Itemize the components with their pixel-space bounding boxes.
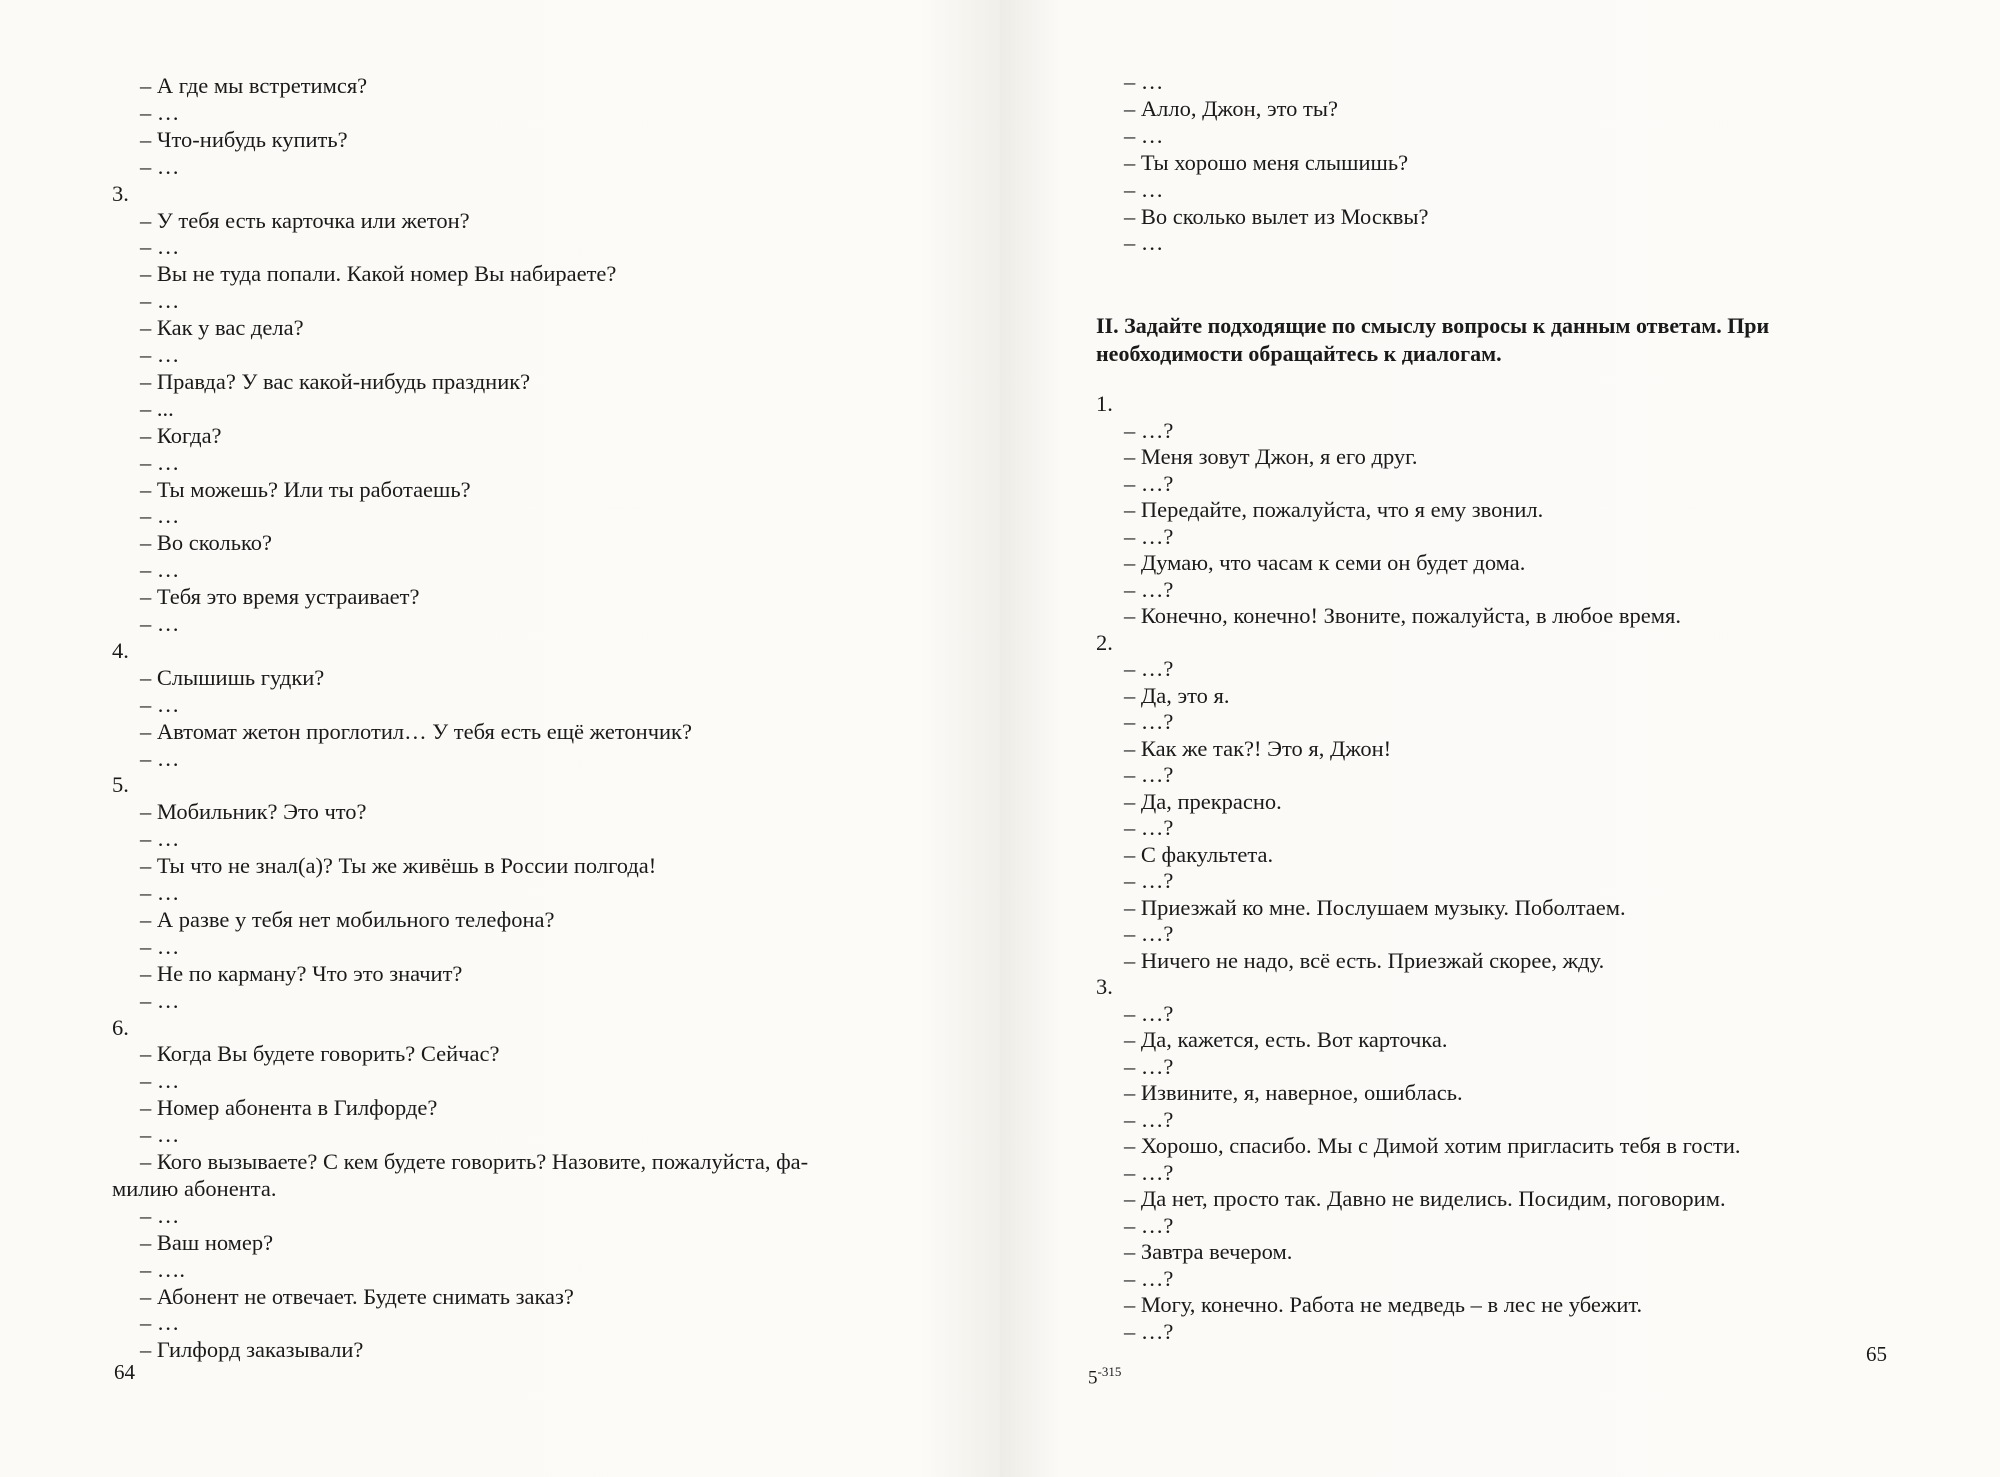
right-top-dialog-line: – Ты хорошо меня слышишь? (1124, 149, 1409, 175)
exercise-line: – Извините, я, наверное, ошиблась. (1124, 1080, 1463, 1105)
left-dialog-line: – … (140, 234, 180, 260)
exercise-line: – С факультета. (1124, 841, 1274, 867)
left-dialog-line: – … (140, 288, 180, 314)
exercise-line: – …? (1124, 523, 1174, 549)
exercise-line: – …? (1124, 1106, 1174, 1132)
left-dialog-line: – Ты можешь? Или ты работаешь? (140, 476, 471, 502)
exercise-line: – Да, кажется, есть. Вот карточка. (1124, 1027, 1448, 1052)
right-top-dialog-line: – Во сколько вылет из Москвы? (1124, 203, 1429, 229)
exercise-line: – …? (1124, 709, 1174, 734)
left-dialog-line: 6. (112, 1014, 129, 1040)
left-dialog-line: – А разве у тебя нет мобильного телефона? (140, 906, 555, 932)
right-top-dialog-line: – … (1124, 69, 1164, 94)
exercise-line: – Приезжай ко мне. Послушаем музыку. Поболтаем. (1124, 894, 1626, 920)
exercise-line: – …? (1124, 868, 1174, 893)
right-page-number: 65 (1866, 1342, 1887, 1366)
left-dialog-line: – …. (140, 1256, 185, 1282)
left-dialog-line: 3. (112, 180, 129, 206)
left-dialog-line: – … (140, 557, 180, 583)
left-dialog-line: 5. (112, 772, 129, 798)
left-dialog-line: милию абонента. (112, 1175, 277, 1201)
signature-mark (1088, 1364, 1121, 1389)
exercise-line: – …? (1124, 576, 1174, 602)
signature-superscript: -315 (1097, 1364, 1122, 1379)
left-dialog-line: – Номер абонента в Гилфорде? (140, 1095, 438, 1121)
exercise-line: – …? (1124, 921, 1174, 946)
left-dialog-line: – … (140, 153, 180, 179)
left-page-number: 64 (114, 1360, 135, 1384)
left-dialog-line: – ... (140, 395, 174, 421)
exercise-line: – …? (1124, 1000, 1174, 1026)
left-dialog-line: – Тебя это время устраивает? (140, 584, 420, 610)
left-dialog-line: – У тебя есть карточка или жетон? (140, 207, 470, 233)
exercise-line: – Хорошо, спасибо. Мы с Димой хотим пригласить тебя в гости. (1124, 1133, 1741, 1158)
left-dialog-line: – Ты что не знал(а)? Ты же живёшь в России полгода! (140, 853, 657, 879)
exercise-line: – …? (1124, 470, 1174, 496)
left-dialog-line: – Слышишь гудки? (140, 664, 325, 690)
signature-number: 5 (1088, 1367, 1098, 1389)
left-dialog-line: – Кого вызываете? С кем будете говорить? Назовите, пожалуйста, фа- (140, 1149, 809, 1174)
exercise-line: – …? (1124, 1318, 1174, 1344)
right-top-dialog-line: – Алло, Джон, это ты? (1124, 95, 1338, 121)
exercise-line: – …? (1124, 762, 1174, 787)
right-exercise-list (1000, 0, 2000, 1477)
left-dialog-line: – … (140, 987, 180, 1013)
exercise-line: – Завтра вечером. (1124, 1239, 1293, 1264)
left-dialog-line: – Гилфорд заказывали? (140, 1337, 364, 1363)
exercise-line: – Да, прекрасно. (1124, 788, 1282, 814)
exercise-line: – Меня зовут Джон, я его друг. (1124, 444, 1418, 469)
left-dialog-line: – Абонент не отвечает. Будете снимать заказ? (140, 1283, 574, 1309)
left-dialog-line: – … (140, 1310, 180, 1336)
left-dialog-line: – Что-нибудь купить? (140, 126, 348, 152)
left-dialog-line: – … (140, 1122, 180, 1148)
left-dialog-line: – … (140, 933, 180, 959)
exercise-line: – …? (1124, 1053, 1174, 1079)
left-dialog-line: – … (140, 691, 180, 717)
exercise-line: – Да, это я. (1124, 682, 1230, 708)
left-dialog-line: – Автомат жетон проглотил… У тебя есть ещё жетончик? (140, 718, 692, 744)
exercise-line: 1. (1096, 391, 1113, 416)
exercise-line: – …? (1124, 417, 1174, 443)
exercise-line: – …? (1124, 815, 1174, 840)
left-dialog-line: – … (140, 745, 180, 771)
left-dialog-line: – А где мы встретимся? (140, 73, 368, 98)
left-dialog-line: – … (140, 342, 180, 367)
left-dialog-line: – Когда Вы будете говорить? Сейчас? (140, 1041, 500, 1067)
right-page (1000, 0, 2000, 1477)
left-dialog-line: – … (140, 1068, 180, 1094)
exercise-line: – Как же так?! Это я, Джон! (1124, 735, 1392, 761)
right-top-dialog-line: – … (1124, 176, 1164, 202)
left-dialog-line: – Мобильник? Это что? (140, 799, 367, 825)
exercise-line: – …? (1124, 656, 1174, 681)
exercise-line: 3. (1096, 974, 1113, 999)
left-dialog-line: – … (140, 826, 180, 852)
left-dialog-line: – … (140, 503, 180, 529)
exercise-line: – …? (1124, 1212, 1174, 1238)
left-dialog-line: – Правда? У вас какой-нибудь праздник? (140, 368, 531, 394)
left-dialog-line: – Во сколько? (140, 530, 273, 556)
left-dialog-line: 4. (112, 637, 129, 663)
left-dialog-line: – Как у вас дела? (140, 315, 304, 341)
exercise-line: – Ничего не надо, всё есть. Приезжай скорее, жду. (1124, 947, 1605, 973)
left-dialog-line: – Вы не туда попали. Какой номер Вы набираете? (140, 261, 617, 287)
exercise-line: – Да нет, просто так. Давно не виделись. Посидим, поговорим. (1124, 1186, 1726, 1211)
left-dialog-line: – … (140, 449, 180, 475)
left-dialog-line: – Ваш номер? (140, 1229, 274, 1255)
exercise-line: – …? (1124, 1159, 1174, 1185)
exercise-line: – Думаю, что часам к семи он будет дома. (1124, 550, 1526, 575)
left-dialog-line: – … (140, 99, 180, 125)
exercise-line: – Могу, конечно. Работа не медведь – в лес не убежит. (1124, 1292, 1643, 1317)
exercise-heading-line-2: необходимости обращайтесь к диалогам. (1096, 341, 1502, 366)
exercise-line: – Конечно, конечно! Звоните, пожалуйста, в любое время. (1124, 603, 1681, 628)
exercise-line: 2. (1096, 629, 1113, 655)
right-top-dialog-line: – … (1124, 230, 1164, 256)
left-dialog-line: – Когда? (140, 422, 222, 448)
left-dialog-line: – … (140, 611, 180, 636)
exercise-line: – Передайте, пожалуйста, что я ему звонил. (1124, 497, 1544, 522)
left-dialog-line: – … (140, 1202, 180, 1228)
right-top-dialog-line: – … (1124, 122, 1164, 148)
left-dialog-line: – Не по карману? Что это значит? (140, 960, 463, 986)
left-dialog-line: – … (140, 880, 180, 905)
exercise-heading-line-1: II. Задайте подходящие по смыслу вопросы к данным ответам. При (1096, 313, 1770, 338)
exercise-line: – …? (1124, 1265, 1174, 1291)
